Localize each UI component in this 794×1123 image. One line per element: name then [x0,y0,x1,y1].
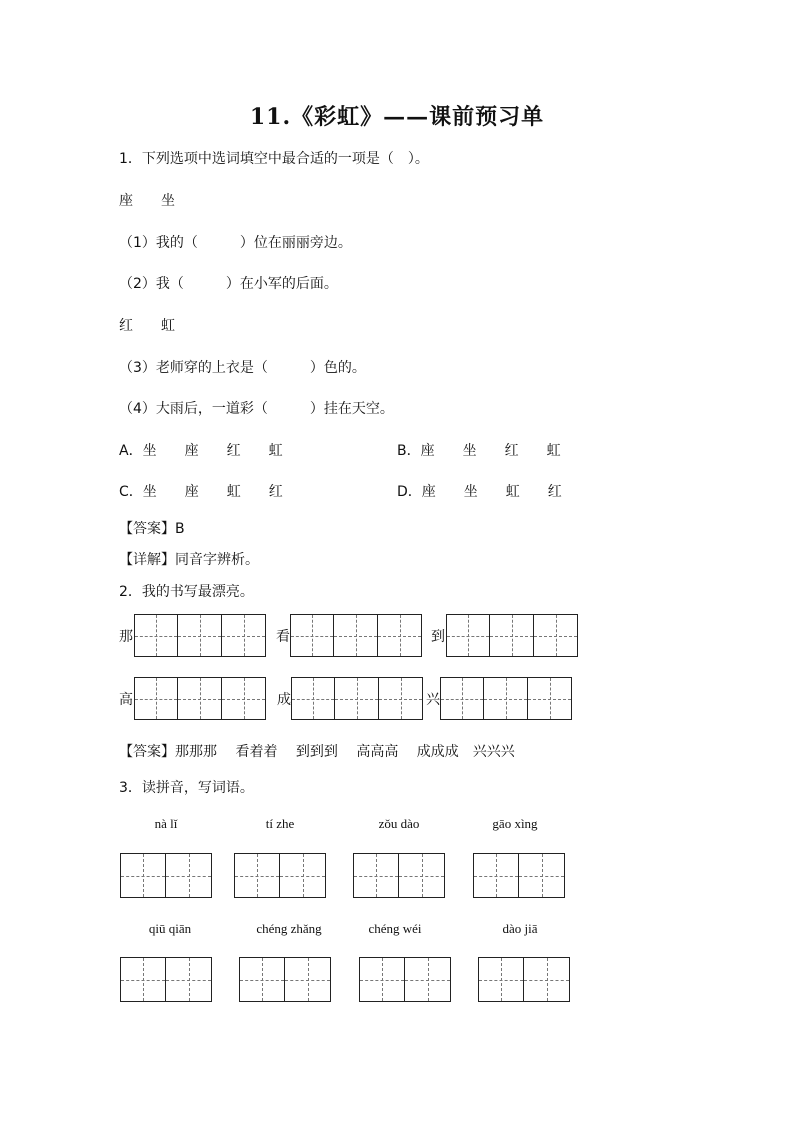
grid-cell[interactable] [178,614,222,657]
writing-grid-dao[interactable] [446,614,578,657]
practice-char-dao: 到 [431,629,445,645]
grid-cell[interactable] [446,614,490,657]
option-b: B．座 坐 红 虹 [397,443,561,459]
grid-cell[interactable] [166,957,212,1002]
grid-cell[interactable] [353,853,399,898]
grid-cell[interactable] [334,614,378,657]
grid-cell[interactable] [280,853,326,898]
sentence-3: （3）老师穿的上衣是（ ）色的。 [119,360,366,376]
grid-cell[interactable] [524,957,570,1002]
pinyin-label: qiū qiān [148,921,192,936]
q2-answer: 【答案】那那那 看着着 到到到 高高高 成成成 兴兴兴 [119,744,515,760]
grid-cell[interactable] [519,853,565,898]
writing-grid-qiuqian[interactable] [120,957,212,1002]
grid-cell[interactable] [440,677,484,720]
grid-cell[interactable] [379,677,423,720]
writing-grid-tizhe[interactable] [234,853,326,898]
writing-grid-chengzhang[interactable] [239,957,331,1002]
grid-cell[interactable] [222,677,266,720]
grid-cell[interactable] [285,957,331,1002]
writing-grid-kan[interactable] [290,614,422,657]
practice-char-kan: 看 [276,629,290,645]
question-3-prompt: 3．读拼音，写词语。 [119,780,254,796]
grid-cell[interactable] [378,614,422,657]
grid-cell[interactable] [178,677,222,720]
grid-cell[interactable] [405,957,451,1002]
option-d: D．座 坐 虹 红 [397,484,562,500]
writing-grid-daojia[interactable] [478,957,570,1002]
writing-grid-gao[interactable] [134,677,266,720]
writing-grid-cheng[interactable] [291,677,423,720]
grid-cell[interactable] [359,957,405,1002]
grid-cell[interactable] [399,853,445,898]
writing-grid-xing[interactable] [440,677,572,720]
writing-grid-zoudao[interactable] [353,853,445,898]
grid-cell[interactable] [134,614,178,657]
grid-cell[interactable] [478,957,524,1002]
option-a: A．坐 座 红 虹 [119,443,283,459]
writing-grid-na[interactable] [134,614,266,657]
pinyin-label: gāo xìng [492,816,538,831]
grid-cell[interactable] [222,614,266,657]
grid-cell[interactable] [335,677,379,720]
grid-cell[interactable] [473,853,519,898]
grid-cell[interactable] [166,853,212,898]
writing-grid-gaoxing[interactable] [473,853,565,898]
practice-char-gao: 高 [119,692,133,708]
grid-cell[interactable] [234,853,280,898]
practice-char-na: 那 [119,629,133,645]
grid-cell[interactable] [534,614,578,657]
grid-cell[interactable] [290,614,334,657]
grid-cell[interactable] [134,677,178,720]
practice-char-xing: 兴 [426,692,440,708]
word-group-1: 座 坐 [119,193,175,209]
writing-grid-nali[interactable] [120,853,212,898]
word-group-2: 红 虹 [119,318,175,334]
grid-cell[interactable] [291,677,335,720]
question-1-prompt: 1．下列选项中选词填空中最合适的一项是（ ）。 [119,151,429,167]
sentence-2: （2）我（ ）在小军的后面。 [119,276,338,292]
pinyin-label: tí zhe [265,816,295,831]
grid-cell[interactable] [239,957,285,1002]
pinyin-label: zǒu dào [378,816,420,831]
sentence-1: （1）我的（ ）位在丽丽旁边。 [119,235,352,251]
pinyin-label: chéng zhǎng [256,921,322,936]
pinyin-label: nà lǐ [154,816,178,831]
question-2-prompt: 2．我的书写最漂亮。 [119,584,254,600]
pinyin-label: chéng wéi [368,921,422,936]
sentence-4: （4）大雨后，一道彩（ ）挂在天空。 [119,401,394,417]
grid-cell[interactable] [490,614,534,657]
page-title: 11.《彩虹》——课前预习单 [249,104,545,130]
writing-grid-chengwei[interactable] [359,957,451,1002]
grid-cell[interactable] [528,677,572,720]
practice-char-cheng: 成 [277,692,291,708]
q1-answer: 【答案】B [119,521,185,537]
pinyin-label: dào jiā [502,921,538,936]
grid-cell[interactable] [484,677,528,720]
option-c: C．坐 座 虹 红 [119,484,283,500]
q1-detail: 【详解】同音字辨析。 [119,552,259,568]
grid-cell[interactable] [120,957,166,1002]
grid-cell[interactable] [120,853,166,898]
